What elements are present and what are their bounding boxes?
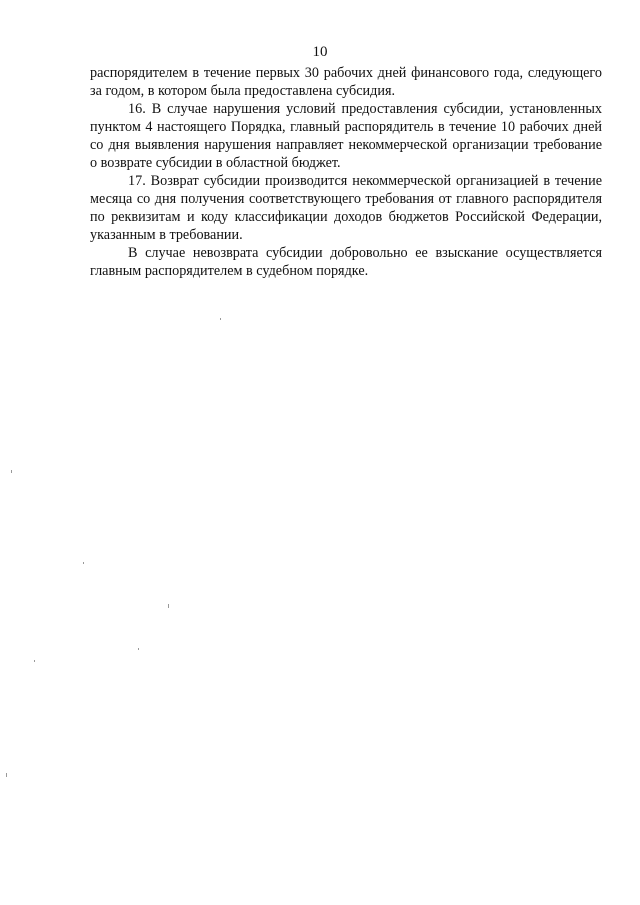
scan-speck	[220, 318, 221, 320]
scan-speck	[138, 648, 139, 650]
scan-speck	[34, 660, 35, 662]
paragraph-non-return: В случае невозврата субсидии добровольно ее взыскание осуществляется главным распорядителем в судебном порядке.	[90, 245, 602, 279]
paragraph-16: 16. В случае нарушения условий предоставления субсидии, установленных пунктом 4 настоящего Порядка, главный распорядитель в течение 10 рабочих дней со дня выявления нарушения направляет некоммерческой организации требование о возврате субсидии в областной бюджет.	[90, 101, 602, 171]
scan-speck	[168, 604, 169, 608]
scan-speck	[83, 562, 84, 564]
document-body	[90, 64, 602, 280]
scan-speck	[11, 470, 12, 473]
scan-speck	[6, 773, 7, 777]
paragraph-17: 17. Возврат субсидии производится некоммерческой организацией в течение месяца со дня получения соответствующего требования от главного распорядителя по реквизитам и коду классификации доходов бюджетов Российской Федерации, указанным в требовании.	[90, 173, 602, 243]
paragraph-continuation: распорядителем в течение первых 30 рабочих дней финансового года, следующего за годом, в котором была предоставлена субсидия.	[90, 65, 602, 99]
page-number: 10	[312, 44, 328, 60]
